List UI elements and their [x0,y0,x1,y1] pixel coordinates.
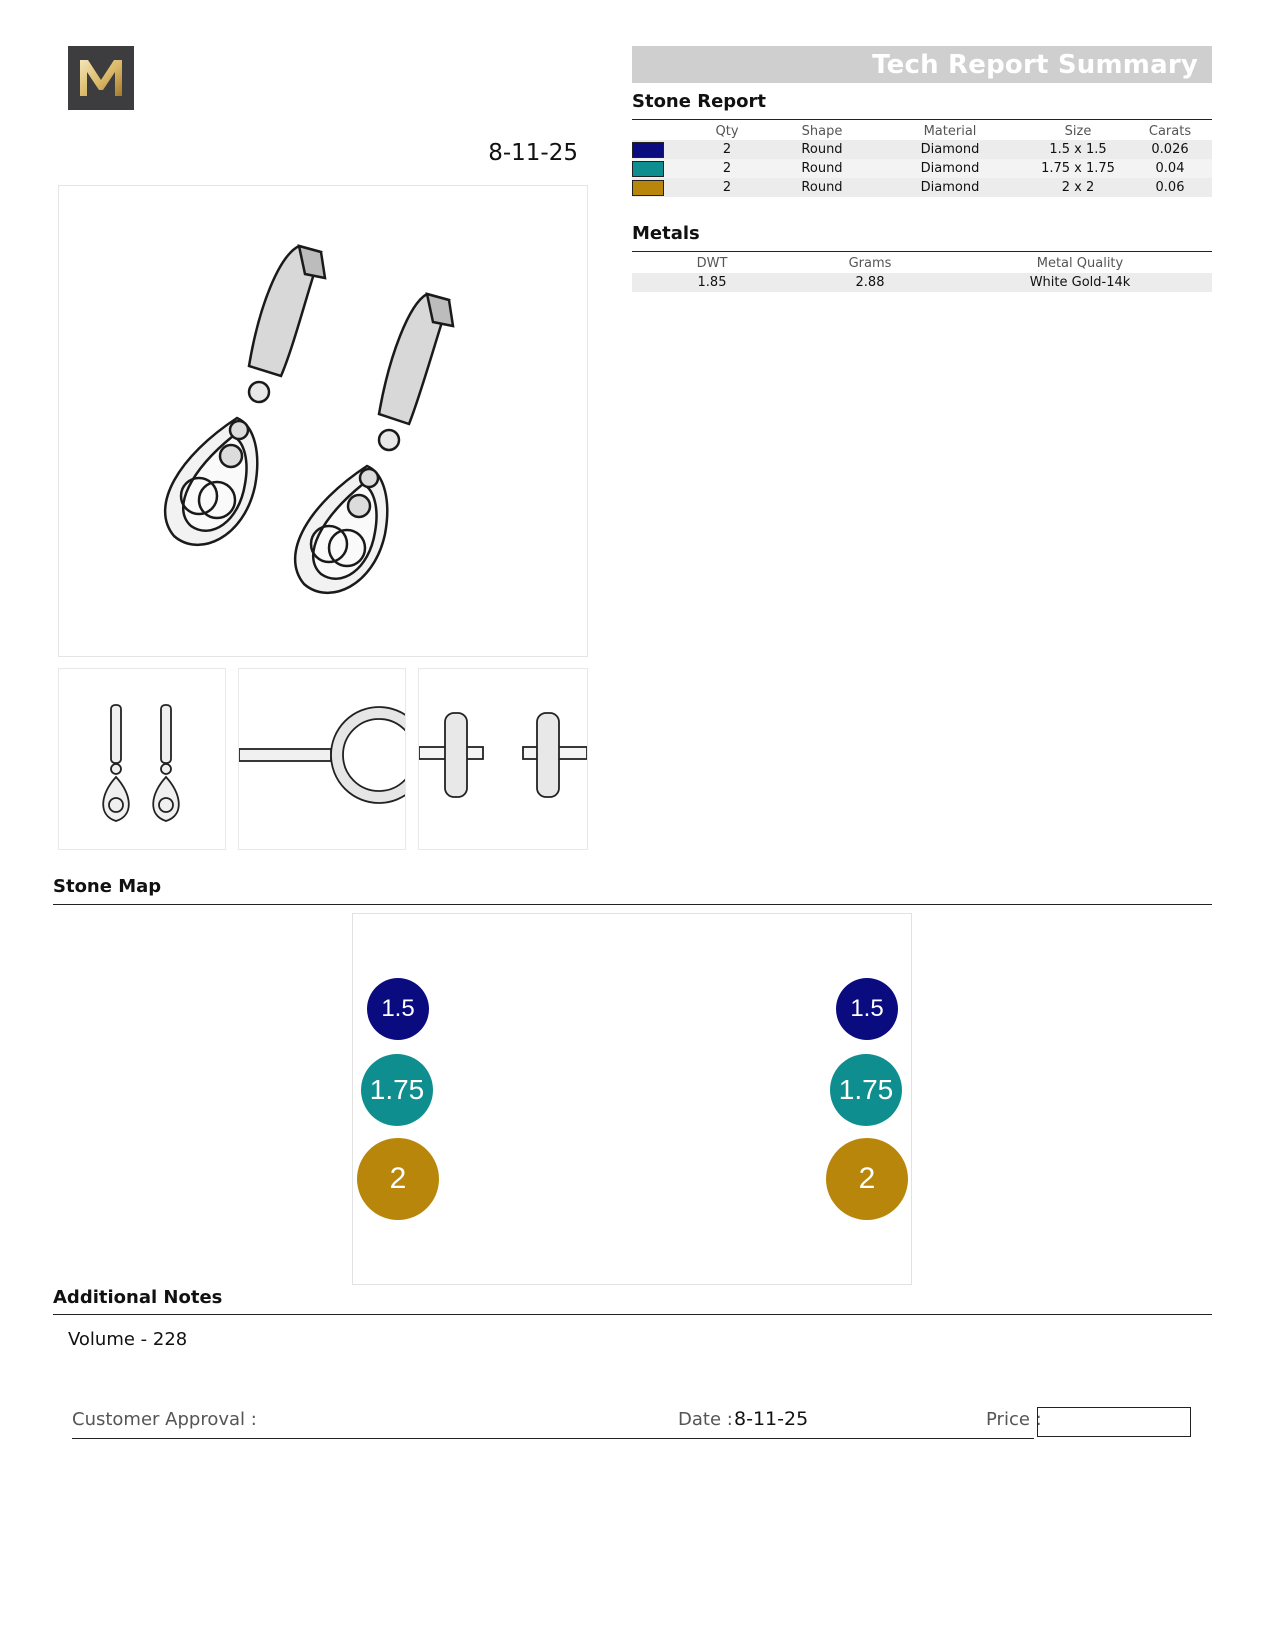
report-title: Tech Report Summary [872,50,1198,80]
stone-map-circle [830,1054,902,1126]
notes-divider [53,1314,1212,1315]
metals-table [632,254,1212,292]
metal-quality: White Gold-14k [948,273,1212,292]
col-dwt: DWT [696,256,728,271]
report-date: 8-11-25 [488,140,578,166]
table-row [632,178,1212,197]
table-row [632,140,1212,159]
stone-material: Diamond [872,178,1028,197]
stone-map-divider [53,904,1212,905]
stone-map-circle [357,1138,439,1220]
additional-notes-heading: Additional Notes [53,1287,223,1308]
col-metal-quality: Metal Quality [1036,256,1124,271]
stone-map-label: 1.75 [369,1074,425,1105]
metals-heading: Metals [632,223,700,244]
stone-report-table [632,122,1212,197]
stone-shape: Round [772,178,872,197]
metals-table-header [632,254,1212,273]
price-label: Price : [986,1409,1042,1430]
stone-map-heading: Stone Map [53,876,162,897]
stone-carats: 0.04 [1128,159,1212,178]
customer-approval-label: Customer Approval : [72,1409,257,1430]
stone-map-circle [826,1138,908,1220]
stone-size: 2 x 2 [1028,178,1128,197]
stone-carats: 0.026 [1128,140,1212,159]
thumbnail-top-view [418,668,588,850]
company-logo [68,46,134,110]
stone-color-swatch [632,161,664,177]
stone-map-panel [352,913,912,1285]
table-row [632,273,1212,292]
stone-map-label: 1.75 [838,1074,894,1105]
stone-table-header [632,122,1212,140]
stone-color-swatch [632,180,664,196]
table-row [632,159,1212,178]
stone-map-label: 2 [858,1162,876,1195]
thumbnail-side-view [238,668,406,850]
stone-map-circle [836,978,898,1040]
approval-signature-line [72,1438,1034,1439]
metal-dwt: 1.85 [632,273,792,292]
thumbnail-front-view [58,668,226,850]
stone-map-label: 1.5 [381,995,415,1022]
col-shape: Shape [801,123,843,139]
metals-divider [632,251,1212,252]
stone-shape: Round [772,159,872,178]
notes-text: Volume - 228 [68,1329,188,1350]
main-product-render [58,185,588,657]
col-grams: Grams [848,256,892,271]
stone-shape: Round [772,140,872,159]
stone-material: Diamond [872,159,1028,178]
stone-map-circle [367,978,429,1040]
stone-report-divider [632,119,1212,120]
stone-carats: 0.06 [1128,178,1212,197]
col-size: Size [1064,123,1092,139]
stone-size: 1.75 x 1.75 [1028,159,1128,178]
stone-map-circle [361,1054,433,1126]
stone-material: Diamond [872,140,1028,159]
approval-date-value: 8-11-25 [734,1408,809,1430]
stone-map-label: 2 [389,1162,407,1195]
stone-map-label: 1.5 [850,995,884,1022]
stone-size: 1.5 x 1.5 [1028,140,1128,159]
stone-qty: 2 [682,178,772,197]
col-qty: Qty [715,123,739,139]
approval-date-label: Date : [678,1409,733,1430]
report-title-bar [632,46,1212,83]
stone-color-swatch [632,142,664,158]
stone-report-heading: Stone Report [632,91,767,112]
col-material: Material [923,123,977,139]
price-field[interactable] [1037,1407,1191,1437]
stone-qty: 2 [682,159,772,178]
col-carats: Carats [1148,123,1192,139]
stone-qty: 2 [682,140,772,159]
metal-grams: 2.88 [792,273,948,292]
